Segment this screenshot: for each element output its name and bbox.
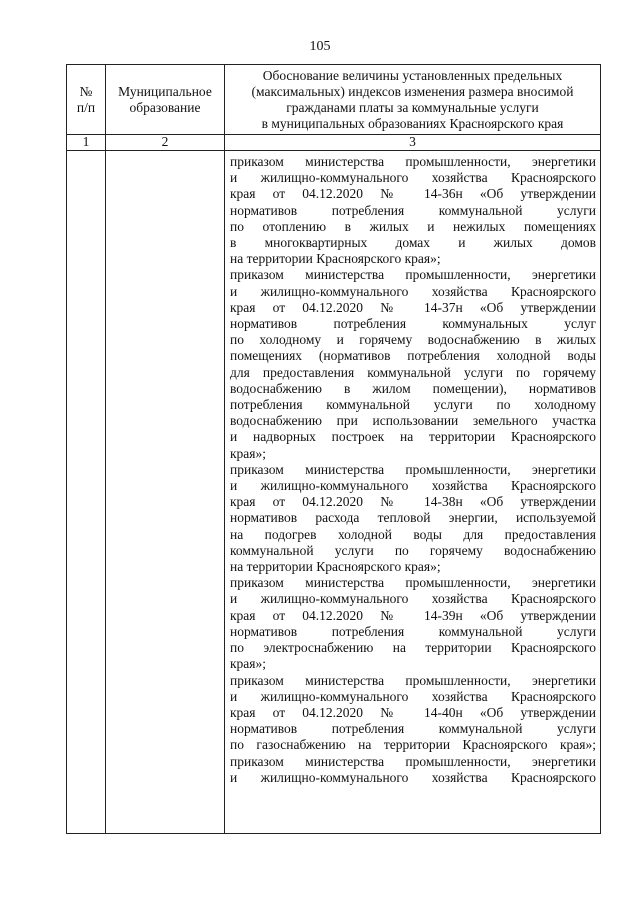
text-line: на территории Красноярского края»;: [230, 251, 441, 267]
header-justification-line-2: (максимальных) индексов изменения размера вносимой: [251, 84, 574, 99]
text-line: и надворных построек на территории Красноярского: [230, 429, 596, 445]
text-line: нормативов потребления коммунальной услуги: [230, 623, 596, 639]
text-line: приказом министерства промышленности, энергетики: [230, 575, 596, 591]
header-justification-line-1: Обоснование величины установленных предельных: [262, 68, 563, 83]
text-line: по отоплению в жилых и нежилых помещениях: [230, 218, 596, 234]
text-line: нормативов потребления коммунальной услуги: [230, 202, 596, 218]
header-number: [67, 65, 106, 135]
text-line: нормативов потребления коммунальной услуги: [230, 721, 596, 737]
header-municipality-line-2: образование: [129, 99, 201, 115]
header-justification-line-4: в муниципальных образованиях Красноярского края: [261, 116, 564, 131]
text-line: в многоквартирных домах и жилых домов: [230, 235, 596, 251]
header-municipality-line-1: Муниципальное: [118, 83, 212, 99]
header-number-line-1: №: [79, 83, 93, 99]
header-justification: [225, 65, 601, 135]
text-line: приказом министерства промышленности, энергетики: [230, 753, 596, 769]
page-number: 105: [309, 39, 331, 54]
text-line: и жилищно-коммунального хозяйства Красноярского: [230, 478, 596, 494]
text-line: и жилищно-коммунального хозяйства Красноярского: [230, 688, 596, 704]
header-justification-line-3: гражданами платы за коммунальные услуги: [286, 100, 539, 115]
text-line: и жилищно-коммунального хозяйства Красноярского: [230, 283, 596, 299]
text-line: края»;: [230, 445, 267, 461]
table-header-row: [67, 65, 601, 135]
column-number-row: [67, 135, 601, 151]
text-line: и жилищно-коммунального хозяйства Красноярского: [230, 769, 596, 785]
text-line: по электроснабжению на территории Красноярского: [230, 640, 596, 656]
text-line: на территории Красноярского края»;: [230, 559, 441, 575]
tariff-justification-table: [66, 64, 601, 834]
text-line: нормативов потребления коммунальных услуг: [230, 316, 596, 332]
text-line: коммунальной услуги по горячему водоснабжению: [230, 542, 596, 558]
text-line: по газоснабжению на территории Красноярского края»;: [230, 737, 596, 753]
header-municipality: [106, 65, 225, 135]
text-line: для предоставления коммунальной услуги по горячему: [230, 364, 596, 380]
text-line: по холодному и горячему водоснабжению в жилых: [230, 332, 596, 348]
row-municipality-cell: [106, 151, 225, 834]
text-line: края от 04.12.2020 № 14-36н «Об утверждении: [230, 186, 596, 202]
row-number-cell: [67, 151, 106, 834]
text-line: края»;: [230, 656, 267, 672]
justification-text: [225, 151, 600, 786]
table-row: [67, 151, 601, 834]
text-line: потребления коммунальной услуги по холодному: [230, 397, 596, 413]
text-line: нормативов расхода тепловой энергии, используемой: [230, 510, 596, 526]
column-number-3: 3: [225, 135, 601, 151]
text-line: приказом министерства промышленности, энергетики: [230, 672, 596, 688]
text-line: водоснабжению при использовании земельного участка: [230, 413, 596, 429]
row-justification-cell: [225, 151, 601, 834]
text-line: приказом министерства промышленности, энергетики: [230, 461, 596, 477]
text-line: края от 04.12.2020 № 14-40н «Об утверждении: [230, 704, 596, 720]
text-line: края от 04.12.2020 № 14-39н «Об утверждении: [230, 607, 596, 623]
text-line: края от 04.12.2020 № 14-38н «Об утверждении: [230, 494, 596, 510]
text-line: приказом министерства промышленности, энергетики: [230, 267, 596, 283]
text-line: на подогрев холодной воды для предоставления: [230, 526, 596, 542]
text-line: и жилищно-коммунального хозяйства Красноярского: [230, 591, 596, 607]
text-line: и жилищно-коммунального хозяйства Красноярского: [230, 170, 596, 186]
column-number-1: 1: [67, 135, 106, 151]
text-line: приказом министерства промышленности, энергетики: [230, 154, 596, 169]
column-number-2: 2: [106, 135, 225, 151]
text-line: края от 04.12.2020 № 14-37н «Об утверждении: [230, 299, 596, 315]
text-line: водоснабжению в жилом помещении), нормативов: [230, 380, 596, 396]
header-number-line-2: п/п: [76, 99, 96, 115]
text-line: помещениях (нормативов потребления холодной воды: [230, 348, 596, 364]
